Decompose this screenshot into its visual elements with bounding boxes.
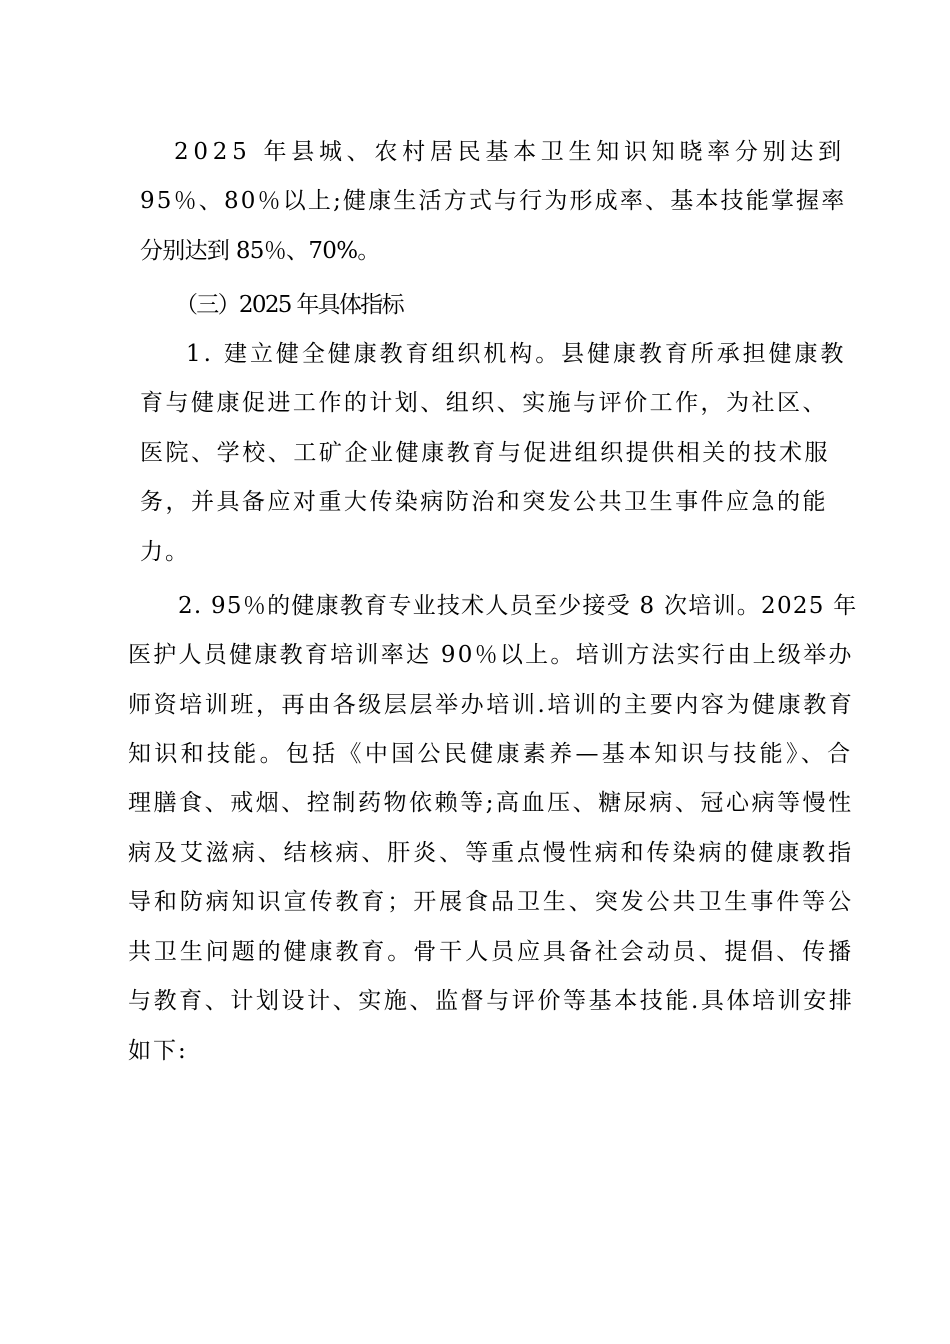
text-line-10: 2. 95％的健康教育专业技术人员至少接受 8 次培训。2025 年 [178,593,858,619]
text-line-8: 务，并具备应对重大传染病防治和突发公共卫生事件应急的能 [140,489,828,515]
text-line-3: 分别达到 85％、70%。 [140,238,380,264]
text-line-14: 理膳食、戒烟、控制药物依赖等;高血压、糖尿病、冠心病等慢性 [128,790,854,816]
text-line-16: 导和防病知识宣传教育；开展食品卫生、突发公共卫生事件等公 [128,889,855,915]
section-heading: （三）2025 年具体指标 [175,292,403,318]
text-line-6: 育与健康促进工作的计划、组织、实施与评价工作，为社区、 [140,390,828,416]
text-line-2: 95％、80％以上;健康生活方式与行为形成率、基本技能掌握率 [140,188,847,214]
text-line-7: 医院、学校、工矿企业健康教育与促进组织提供相关的技术服 [140,440,831,466]
text-line-17: 共卫生问题的健康教育。骨干人员应具备社会动员、提倡、传播 [128,939,855,965]
text-line-19: 如下: [128,1038,188,1064]
text-line-13: 知识和技能。包括《中国公民健康素养—基本知识与技能》、合 [128,741,854,767]
text-line-11: 医护人员健康教育培训率达 90％以上。培训方法实行由上级举办 [128,642,854,668]
text-line-12: 师资培训班，再由各级层层举办培训.培训的主要内容为健康教育 [128,692,855,718]
text-line-18: 与教育、计划设计、实施、监督与评价等基本技能.具体培训安排 [128,988,855,1014]
text-line-15: 病及艾滋病、结核病、肝炎、等重点慢性病和传染病的健康教指 [128,840,855,866]
text-line-9: 力。 [140,539,190,565]
text-line-1: 2025 年县城、农村居民基本卫生知识知晓率分别达到 [174,139,846,165]
text-line-5: 1. 建立健全健康教育组织机构。县健康教育所承担健康教 [186,341,847,367]
